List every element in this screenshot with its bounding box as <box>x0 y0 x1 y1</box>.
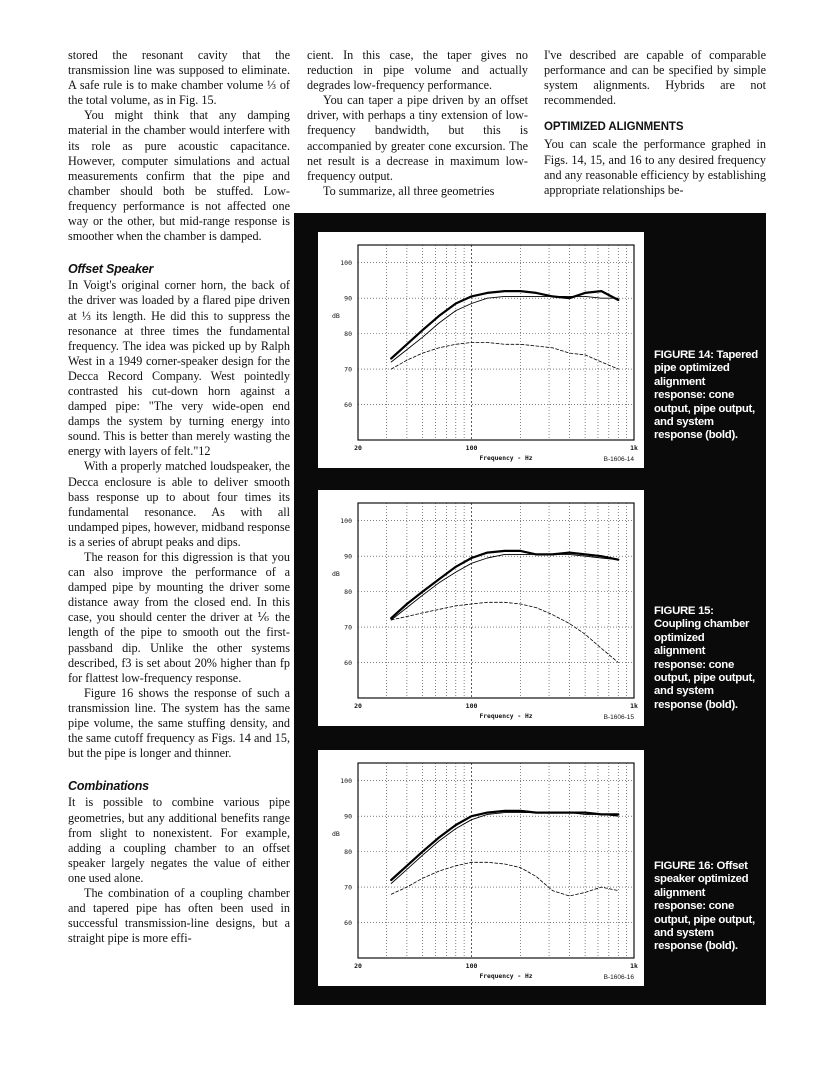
paragraph: stored the resonant cavity that the transmission line was supposed to eliminate. A safe rule is to make chamber volume ⅓ of the total volume, as in Fig. 15. <box>68 48 290 108</box>
series-line-system <box>391 811 618 880</box>
paragraph: The reason for this digression is that you can also improve the performance of a damped pipe by mounting the driver some distance away from the closed end. In this case, you should center the driver at ⅙ the length of the pipe to smooth out the first-passband dip. Unlike the other systems described, f3 is set about 20% higher than fp for flattest low-frequency response. <box>68 550 290 685</box>
section-heading-combinations: Combinations <box>68 779 149 794</box>
figure-code: B-1606-16 <box>603 974 634 981</box>
chart-svg <box>318 490 644 726</box>
series-line-system <box>391 551 618 618</box>
x-tick-label: 100 <box>465 444 478 452</box>
paragraph: With a properly matched loudspeaker, the Decca enclosure is able to deliver smooth bass response up to about four times its fundamental resonance. As with all undamped pipes, however, midband response is a series of abrupt peaks and dips. <box>68 459 290 549</box>
x-tick-label: 20 <box>354 444 362 452</box>
paragraph: Figure 16 shows the response of such a transmission line. The system has the same pipe volume, the same stuffing density, and the same cutoff frequency as Figs. 14 and 15, but the pipe is longer and thinner. <box>68 685 290 761</box>
x-tick-label: 1k <box>630 444 638 452</box>
paragraph: You might think that any damping material in the chamber would interfere with its role as pure acoustic capacitance. However, computer simulations and actual measurements confirm that the pipe and chamber should both be stuffed. Low-frequency performance is not affected one way or the other, but mid-range response is smoother when the chamber is damped. <box>68 108 290 244</box>
plot-frame <box>358 245 634 440</box>
y-tick-label: 90 <box>344 294 352 303</box>
x-axis-label: Frequency - Hz <box>479 713 533 720</box>
paragraph: It is possible to combine various pipe geometries, but any additional benefits range from slight to nonexistent. For example, adding a coupling chamber to an offset speaker largely negates the value of either one used alone. <box>68 795 290 885</box>
y-tick-label: 60 <box>344 659 352 668</box>
series-line-cone <box>391 554 618 620</box>
x-tick-label: 1k <box>630 962 638 970</box>
series-line-pipe <box>391 862 618 896</box>
figure-16-chart <box>318 750 644 986</box>
paragraph: cient. In this case, the taper gives no reduction in pipe volume and actually degrades low-frequency performance. <box>307 48 528 93</box>
section-heading-optimized-alignments: OPTIMIZED ALIGNMENTS <box>544 121 684 134</box>
y-tick-label: 70 <box>344 623 352 632</box>
paragraph: In Voigt's original corner horn, the back of the driver was loaded by a flared pipe driven at ⅓ its length. He did this to suppress the resonance at three times the fundamental frequency. The idea was picked up by Ralph West in a 1949 corner-speaker design for the Decca Record Company. West pointedly contrasted his cut-down horn against a damped pipe: "The very wide-open end damps the system by turning energy into sound. This is better than merely wasting the energy with layers of felt."12 <box>68 278 290 459</box>
y-axis-label: dB <box>332 829 340 838</box>
y-tick-label: 70 <box>344 365 352 374</box>
figure-14-caption: FIGURE 14: Tapered pipe optimized alignment response: cone output, pipe output, and system response (bold). <box>654 349 758 442</box>
figure-15-caption: FIGURE 15: Coupling chamber optimized alignment response: cone output, pipe output, and system response (bold). <box>654 605 755 711</box>
y-tick-label: 100 <box>340 259 352 268</box>
series-line-pipe <box>391 602 618 662</box>
x-tick-label: 100 <box>465 962 478 970</box>
series-line-pipe <box>391 343 618 370</box>
y-axis-label: dB <box>332 311 340 320</box>
chart-svg <box>318 750 644 986</box>
y-tick-label: 100 <box>340 517 352 526</box>
y-tick-label: 90 <box>344 812 352 821</box>
y-tick-label: 60 <box>344 401 352 410</box>
paragraph: The combination of a coupling chamber and tapered pipe has often been used in successful transmission-line designs, but a straight pipe is more effi- <box>68 885 290 946</box>
series-line-system <box>391 291 618 358</box>
x-axis-label: Frequency - Hz <box>479 455 533 462</box>
figure-14-chart <box>318 232 644 468</box>
y-tick-label: 60 <box>344 919 352 928</box>
text-column-3 <box>544 48 766 198</box>
x-tick-label: 20 <box>354 702 362 710</box>
chart-svg <box>318 232 644 468</box>
y-tick-label: 80 <box>344 588 352 597</box>
figure-code: B-1606-14 <box>603 456 634 463</box>
figure-code: B-1606-15 <box>603 714 634 721</box>
x-tick-label: 20 <box>354 962 362 970</box>
x-tick-label: 1k <box>630 702 638 710</box>
y-tick-label: 80 <box>344 330 352 339</box>
y-axis-label: dB <box>332 569 340 578</box>
figure-15-chart <box>318 490 644 726</box>
text-column-2 <box>307 48 528 199</box>
x-axis-label: Frequency - Hz <box>479 973 533 980</box>
y-tick-label: 80 <box>344 848 352 857</box>
x-tick-label: 100 <box>465 702 478 710</box>
plot-frame <box>358 763 634 958</box>
text-column-1 <box>68 48 290 946</box>
y-tick-label: 70 <box>344 883 352 892</box>
paragraph: You can scale the performance graphed in Figs. 14, 15, and 16 to any desired frequency and any reasonable efficiency by establishing appropriate relationships be- <box>544 137 766 197</box>
paragraph: I've described are capable of comparable performance and can be specified by simple system alignments. Hybrids are not recommended. <box>544 48 766 108</box>
plot-frame <box>358 503 634 698</box>
paragraph: You can taper a pipe driven by an offset driver, with perhaps a tiny extension of low-frequency bandwidth, but this is accompanied by greater cone excursion. The net result is a decrease in maximum low-frequency output. <box>307 93 528 183</box>
figure-16-caption: FIGURE 16: Offset speaker optimized alignment response: cone output, pipe output, and system response (bold). <box>654 860 755 953</box>
section-heading-offset-speaker: Offset Speaker <box>68 262 154 277</box>
y-tick-label: 100 <box>340 777 352 786</box>
y-tick-label: 90 <box>344 552 352 561</box>
paragraph: To summarize, all three geometries <box>323 183 495 198</box>
